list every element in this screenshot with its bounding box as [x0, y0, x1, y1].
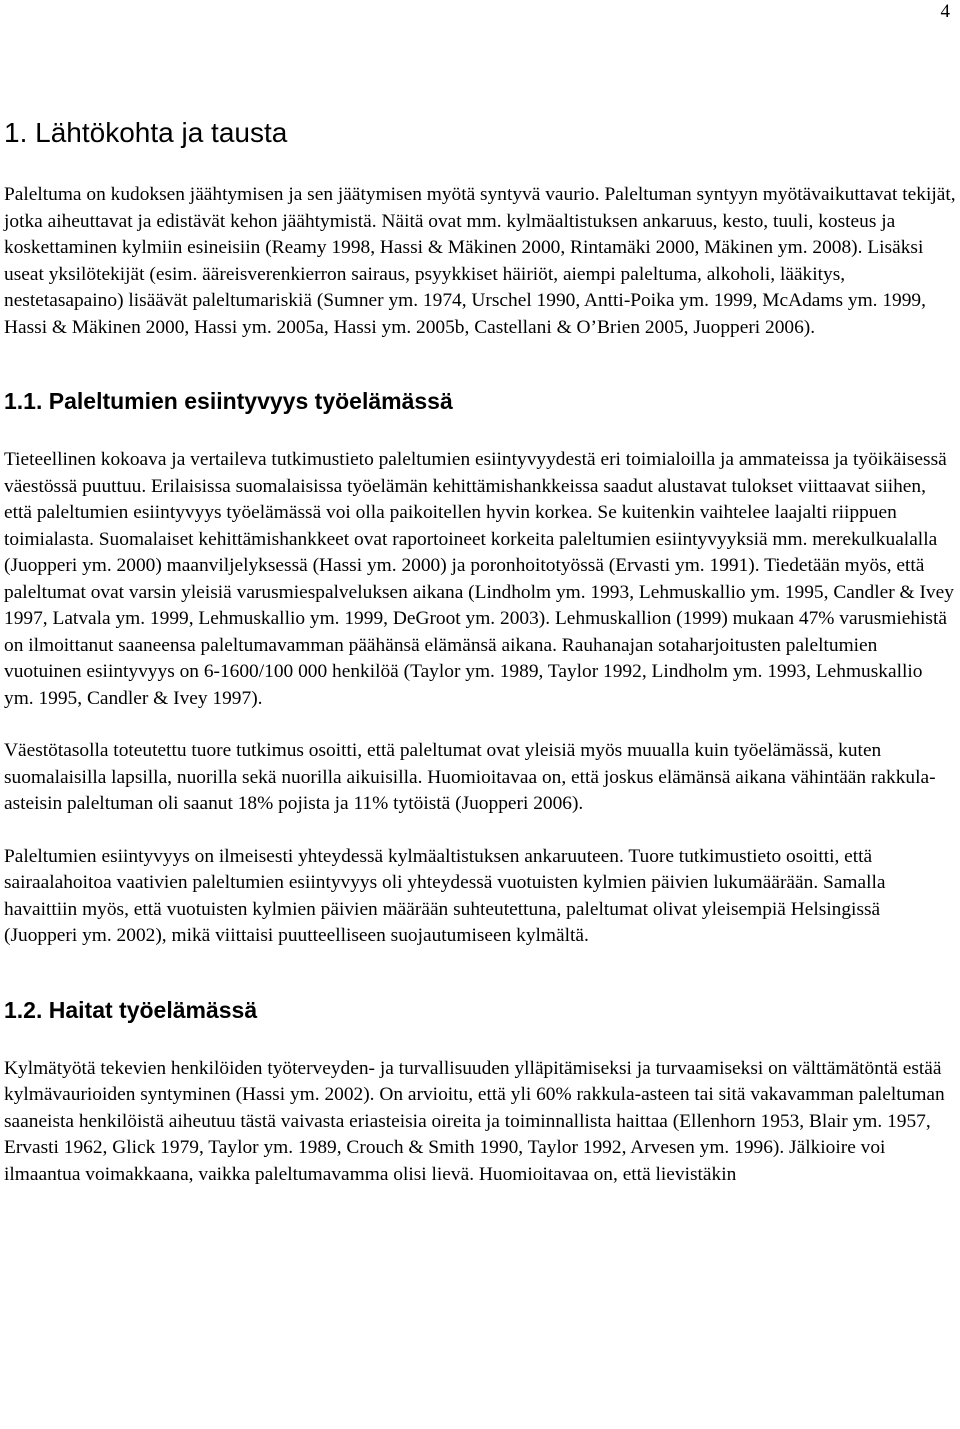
- section-heading: 1.1. Paleltumien esiintyvyys työelämässä: [4, 388, 453, 414]
- section-heading: 1. Lähtökohta ja tausta: [4, 117, 288, 148]
- section-haitat: [4, 994, 956, 1189]
- paragraph: Väestötasolla toteutettu tuore tutkimus osoitti, että paleltumat ovat yleisiä myös muualla kuin työelämässä, kuten suomalaisilla lapsilla, nuorilla sekä nuorilla aikuisilla. Huomioitavaa on, että joskus elämänsä aikana vähintään rakkula-asteisin paleltuman oli saanut 18% pojista ja 11% tytöistä (Juopperi 2006).: [4, 740, 936, 814]
- section-esiintyvyys: [4, 385, 956, 950]
- paragraph: Tieteellinen kokoava ja vertaileva tutkimustieto paleltumien esiintyvyydestä eri toimialoilla ja ammateissa ja työikäisessä väestössä puuttuu. Erilaisissa suomalaisissa työelämän kehittämishankkeissa saadut alustavat tulokset viittaavat siihen, että paleltumien esiintyvyys työelämässä voi olla paikoitellen hyvin korkea. Se kuitenkin vaihtelee laajalti riippuen toimialasta. Suomalaiset kehittämishankkeet ovat raportoineet korkeita paleltumien esiintyvyyksiä mm. merekulkualalla (Juopperi ym. 2000) maanviljelyksessä (Hassi ym. 2000) ja poronhoitotyössä (Ervasti ym. 1991). Tiedetään myös, että paleltumat ovat varsin yleisiä varusmiespalveluksen aikana (Lindholm ym. 1993, Lehmuskallio ym. 1995, Candler & Ivey 1997, Latvala ym. 1999, Lehmuskallio ym. 1999, DeGroot ym. 2003). Lehmuskallion (1999) mukaan 47% varusmiehistä on ilmoittanut saaneensa paleltumavamman päähänsä elämänsä aikana. Rauhanajan sotaharjoitusten paleltumien vuotuinen esiintyvyys on 6-1600/100 000 henkilöä (Taylor ym. 1989, Taylor 1992, Lindholm ym. 1993, Lehmuskallio ym. 1995, Candler & Ivey 1997).: [4, 449, 954, 709]
- document-body: [4, 114, 956, 1214]
- page-number: 4: [940, 1, 950, 22]
- paragraph: Kylmätyötä tekevien henkilöiden työterveyden- ja turvallisuuden ylläpitämiseksi ja turvaamiseksi on välttämätöntä estää kylmävaurioiden syntyminen (Hassi ym. 2002). On arvioitu, että yli 60% rakkula-asteen tai sitä vakavamman paleltuman saaneista henkilöistä aiheutuu tästä vaivasta eriasteisia oireita ja toiminnallista haittaa (Ellenhorn 1953, Blair ym. 1957, Ervasti 1962, Glick 1979, Taylor ym. 1989, Crouch & Smith 1990, Taylor 1992, Arvesen ym. 1996). Jälkioire voi ilmaantua voimakkaana, vaikka paleltumavamma olisi lievä. Huomioitavaa on, että lievistäkin: [4, 1057, 945, 1185]
- paragraph: Paleltumien esiintyvyys on ilmeisesti yhteydessä kylmäaltistuksen ankaruuteen. Tuore tutkimustieto osoitti, että sairaalahoitoa vaativien paleltumien esiintyvyys oli yhteydessä vuotuisten kylmien päivien lukumäärään. Samalla havaittiin myös, että vuotuisten kylmien päivien määrään suhteutettuna, paleltumat olivat yleisempiä Helsingissä (Juopperi ym. 2002), mikä viittaisi puutteelliseen suojautumiseen kylmältä.: [4, 845, 886, 946]
- paragraph: Paleltuma on kudoksen jäähtymisen ja sen jäätymisen myötä syntyvä vaurio. Paleltuman syntyyn myötävaikuttavat tekijät, jotka aiheuttavat ja edistävät kehon jäähtymistä. Näitä ovat mm. kylmäaltistuksen ankaruus, kesto, tuuli, kosteus ja koskettaminen kylmiin esineisiin (Reamy 1998, Hassi & Mäkinen 2000, Rintamäki 2000, Mäkinen ym. 2008). Lisäksi useat yksilötekijät (esim. ääreisverenkierron sairaus, psyykkiset häiriöt, aiempi paleltuma, alkoholi, lääkitys, nestetasapaino) lisäävät paleltumariskiä (Sumner ym. 1974, Urschel 1990, Antti-Poika ym. 1999, McAdams ym. 1999, Hassi & Mäkinen 2000, Hassi ym. 2005a, Hassi ym. 2005b, Castellani & O’Brien 2005, Juopperi 2006).: [4, 184, 956, 338]
- section-heading: 1.2. Haitat työelämässä: [4, 996, 258, 1023]
- section-lahtokohta: [4, 114, 956, 341]
